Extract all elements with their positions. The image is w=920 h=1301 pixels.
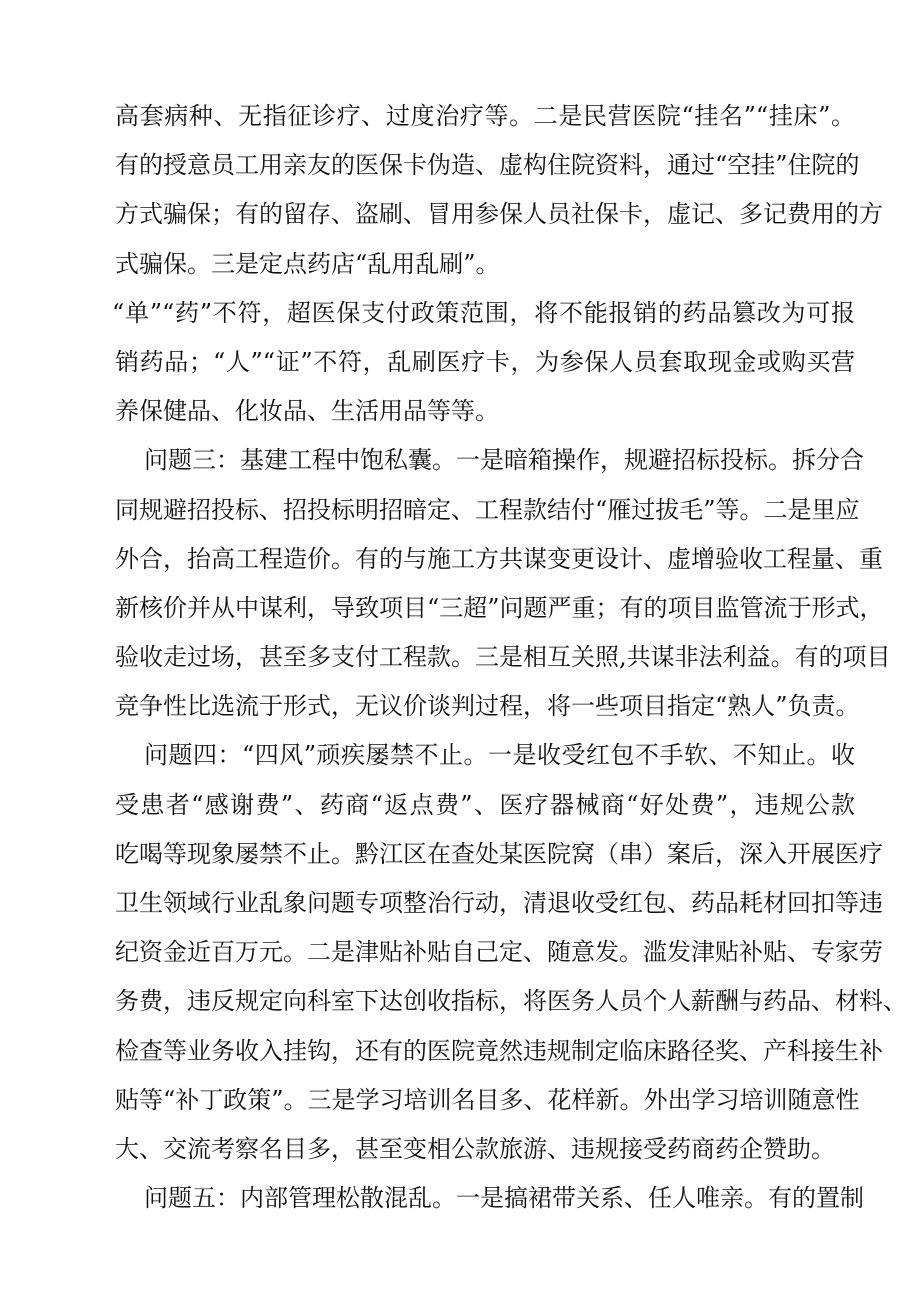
text-line: 受患者“感谢费”、药商“返点费”、医疗器械商“好处费”，违规公款 <box>115 790 855 819</box>
text-line: “单”“药”不符，超医保支付政策范围，将不能报销的药品篡改为可报 <box>112 298 855 327</box>
text-line: 外合，抬高工程造价。有的与施工方共谋变更设计、虚增验收工程量、重 <box>115 544 883 573</box>
paragraph-start-line: 问题四：“四风”顽疾屡禁不止。一是收受红包不手软、不知止。收 <box>144 741 855 770</box>
text-line: 养保健品、化妆品、生活用品等等。 <box>115 397 499 426</box>
text-line: 贴等“补丁政策”。三是学习培训名目多、花样新。外出学习培训随意性 <box>115 1085 860 1114</box>
text-line: 吃喝等现象屡禁不止。黔江区在查处某医院窝（串）案后，深入开展医疗 <box>115 839 883 868</box>
text-line: 有的授意员工用亲友的医保卡伪造、虚构住院资料，通过“空挂”住院的 <box>115 151 860 180</box>
paragraph-start-line: 问题五：内部管理松散混乱。一是搞裙带关系、任人唯亲。有的置制 <box>144 1184 864 1213</box>
text-line: 式骗保。三是定点药店“乱用乱刷”。 <box>115 249 500 278</box>
paragraph-start-line: 问题三：基建工程中饱私囊。一是暗箱操作，规避招标投标。拆分合 <box>144 446 864 475</box>
text-line: 方式骗保；有的留存、盗刷、冒用参保人员社保卡，虚记、多记费用的方 <box>115 200 883 229</box>
text-line: 纪资金近百万元。二是津贴补贴自己定、随意发。滥发津贴补贴、专家劳 <box>115 938 883 967</box>
text-line: 检查等业务收入挂钩，还有的医院竟然违规制定临床路径奖、产科接生补 <box>115 1036 883 1065</box>
text-line: 务费，违反规定向科室下达创收指标，将医务人员个人薪酬与药品、材料、 <box>115 987 907 1016</box>
text-line: 大、交流考察名目多，甚至变相公款旅游、违规接受药商药企赞助。 <box>115 1134 835 1163</box>
document-body <box>112 92 907 1223</box>
text-line: 卫生领域行业乱象问题专项整治行动，清退收受红包、药品耗材回扣等违 <box>115 889 883 917</box>
text-line: 新核价并从中谋利，导致项目“三超”问题严重；有的项目监管流于形式， <box>115 593 884 622</box>
text-line: 竞争性比选流于形式，无议价谈判过程，将一些项目指定“熟人”负责。 <box>115 692 860 721</box>
text-line: 验收走过场，甚至多支付工程款。三是相互关照,共谋非法利益。有的项目 <box>115 643 891 672</box>
text-line: 高套病种、无指征诊疗、过度治疗等。二是民营医院“挂名”“挂床”。 <box>115 102 855 130</box>
text-line: 同规避招投标、招投标明招暗定、工程款结付“雁过拔毛”等。二是里应 <box>115 495 860 524</box>
text-line: 销药品；“人”“证”不符，乱刷医疗卡，为参保人员套取现金或购买营 <box>115 347 855 376</box>
